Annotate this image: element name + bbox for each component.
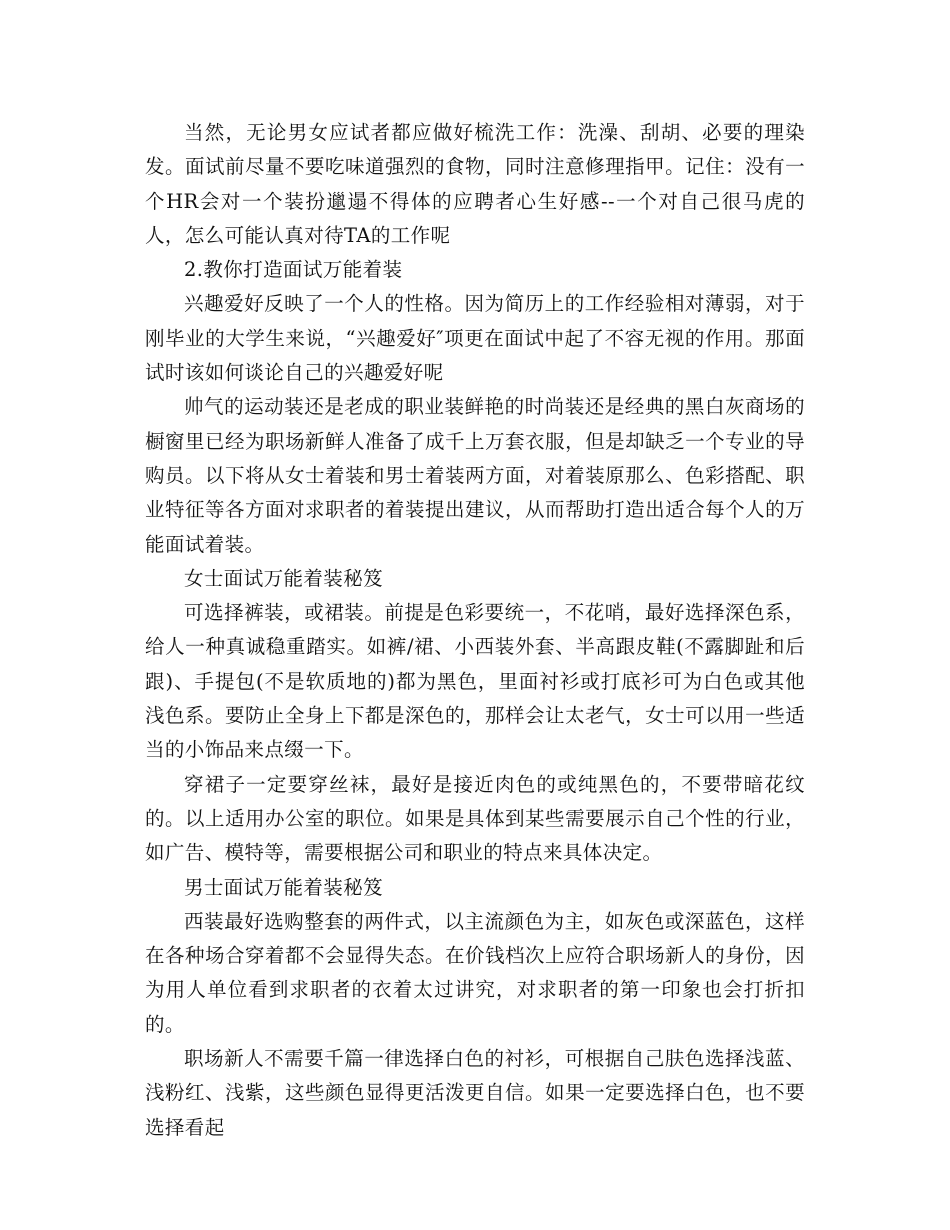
- document-body: [145, 116, 805, 1145]
- paragraph-men-shirt: 职场新人不需要千篇一律选择白色的衬衫，可根据自己肤色选择浅蓝、浅粉红、浅紫，这些颜色显得更活泼更自信。如果一定要选择白色，也不要选择看起: [145, 1047, 805, 1139]
- section-heading-women: 女士面试万能着装秘笈: [184, 566, 384, 590]
- paragraph-men-suit: 西装最好选购整套的两件式，以主流颜色为主，如灰色或深蓝色，这样在各种场合穿着都不会显得失态。在价钱档次上应符合职场新人的身份，因为用人单位看到求职者的衣着太过讲究，对求职者的第一印象也会打折扣的。: [145, 909, 805, 1036]
- section-heading-men: 男士面试万能着装秘笈: [184, 875, 384, 899]
- paragraph-grooming: 当然，无论男女应试者都应做好梳洗工作：洗澡、刮胡、必要的理染发。面试前尽量不要吃味道强烈的食物，同时注意修理指甲。记住：没有一个HR会对一个装扮邋遢不得体的应聘者心生好感--一个对自己很马虎的人，怎么可能认真对待TA的工作呢: [145, 121, 805, 247]
- paragraph-clothing-intro: 帅气的运动装还是老成的职业装鲜艳的时尚装还是经典的黑白灰商场的橱窗里已经为职场新鲜人准备了成千上万套衣服，但是却缺乏一个专业的导购员。以下将从女士着装和男士着装两方面，对着装原那么、色彩搭配、职业特征等各方面对求职者的着装提出建议，从而帮助打造出适合每个人的万能面试着装。: [145, 395, 805, 556]
- paragraph-women-skirt: 穿裙子一定要穿丝袜，最好是接近肉色的或纯黑色的，不要带暗花纹的。以上适用办公室的职位。如果是具体到某些需要展示自己个性的行业，如广告、模特等，需要根据公司和职业的特点来具体决定。: [145, 772, 805, 865]
- section-heading-outfit: 2.教你打造面试万能着装: [184, 258, 403, 282]
- paragraph-women-outfit: 可选择裤装，或裙装。前提是色彩要统一，不花哨，最好选择深色系，给人一种真诚稳重踏实。如裤/裙、小西装外套、半高跟皮鞋(不露脚趾和后跟)、手提包(不是软质地的)都为黑色，里面衬衫或打底衫可为白色或其他浅色系。要防止全身上下都是深色的，那样会让太老气，女士可以用一些适当的小饰品来点缀一下。: [145, 601, 805, 762]
- paragraph-hobbies: 兴趣爱好反映了一个人的性格。因为简历上的工作经验相对薄弱，对于刚毕业的大学生来说，“兴趣爱好″项更在面试中起了不容无视的作用。那面试时该如何谈论自己的兴趣爱好呢: [145, 292, 805, 385]
